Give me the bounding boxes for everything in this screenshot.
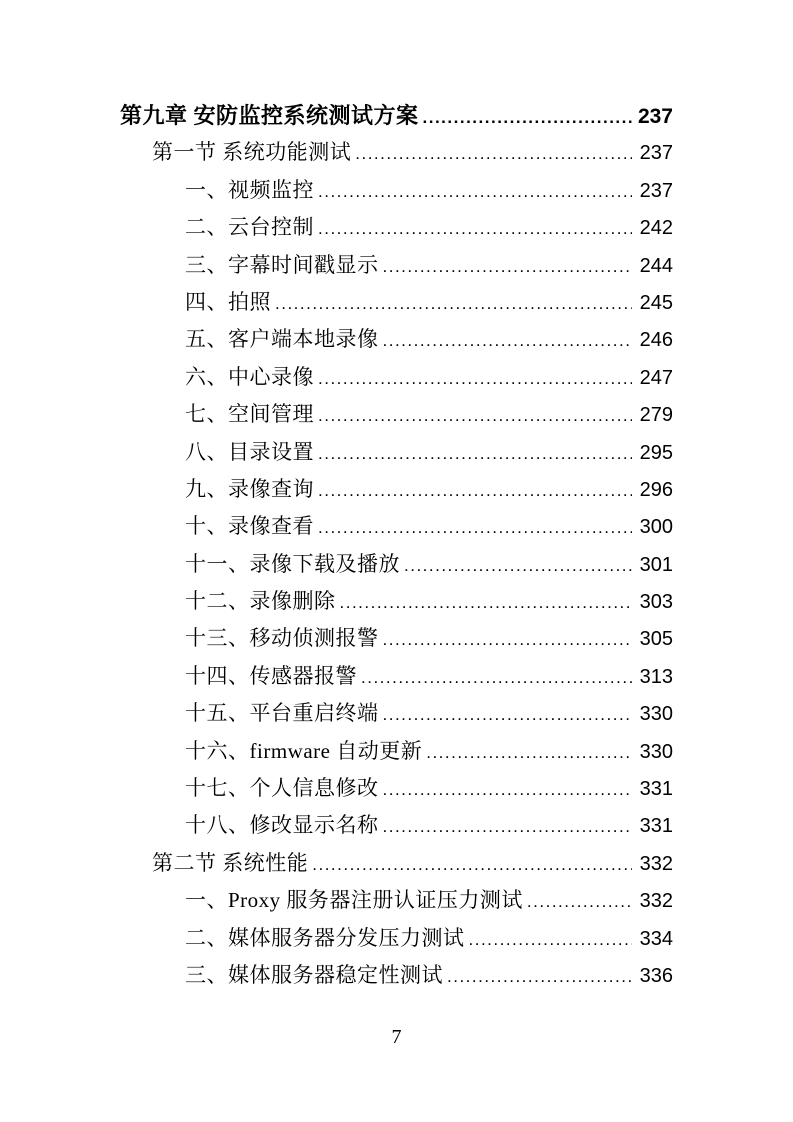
- toc-entry-label: 第九章 安防监控系统测试方案: [120, 103, 419, 128]
- toc-entry-label: 第一节 系统功能测试: [152, 140, 352, 165]
- toc-dot-leader: [383, 808, 633, 845]
- toc-entry-label: 第二节 系统性能: [152, 850, 309, 875]
- toc-entry: [120, 434, 673, 471]
- toc-dot-leader: [340, 584, 633, 621]
- toc-entry-page: 247: [639, 366, 673, 389]
- toc-entry: [120, 658, 673, 695]
- toc-entry-page: 237: [639, 179, 673, 202]
- toc-entry-label: 十七、个人信息修改: [185, 776, 379, 801]
- toc-entry: [120, 882, 673, 919]
- toc-dot-leader: [361, 659, 632, 696]
- page-number: 7: [391, 1026, 402, 1048]
- toc-entry: [120, 172, 673, 209]
- toc-entry: [120, 920, 673, 957]
- toc-entry-label: 十四、传感器报警: [185, 663, 357, 688]
- toc-entry-label: 七、空间管理: [185, 402, 314, 427]
- toc-entry: [120, 733, 673, 770]
- toc-entry: [120, 284, 673, 321]
- toc-dot-leader: [383, 696, 633, 733]
- toc-entry-page: 334: [639, 927, 673, 950]
- toc-entry-label: 三、字幕时间戳显示: [185, 252, 379, 277]
- toc-entry: [120, 770, 673, 807]
- toc-entry-page: 244: [639, 254, 673, 277]
- toc-entry: [120, 508, 673, 545]
- toc-entry-page: 295: [639, 441, 673, 464]
- toc-entry-label: 二、媒体服务器分发压力测试: [185, 925, 465, 950]
- toc-entry: [120, 396, 673, 433]
- toc-entry-label: 一、视频监控: [185, 177, 314, 202]
- toc-entry-page: 332: [639, 852, 673, 875]
- toc-entry-label: 三、媒体服务器稳定性测试: [185, 962, 443, 987]
- toc-entry-page: 279: [639, 404, 673, 427]
- toc-entry-label: 十、录像查看: [185, 514, 314, 539]
- toc-entry-label: 一、Proxy 服务器注册认证压力测试: [185, 888, 523, 913]
- toc-dot-leader: [318, 210, 632, 247]
- toc-dot-leader: [275, 285, 632, 322]
- toc-entry-label: 六、中心录像: [185, 364, 314, 389]
- toc-dot-leader: [423, 99, 632, 136]
- toc-entry-page: 336: [639, 964, 673, 987]
- toc-dot-leader: [426, 734, 632, 771]
- toc-dot-leader: [318, 435, 632, 472]
- table-of-contents: [120, 97, 673, 994]
- toc-entry-label: 十三、移动侦测报警: [185, 626, 379, 651]
- toc-entry-page: 245: [639, 291, 673, 314]
- toc-dot-leader: [318, 472, 632, 509]
- toc-dot-leader: [527, 883, 632, 920]
- toc-entry: [120, 546, 673, 583]
- toc-entry: [120, 97, 673, 134]
- toc-entry-page: 301: [639, 553, 673, 576]
- toc-entry-label: 八、目录设置: [185, 439, 314, 464]
- toc-dot-leader: [469, 921, 633, 958]
- toc-entry-page: 237: [639, 142, 673, 165]
- toc-entry-page: 296: [639, 478, 673, 501]
- toc-entry-label: 四、拍照: [185, 289, 271, 314]
- toc-entry: [120, 209, 673, 246]
- toc-entry-page: 305: [639, 628, 673, 651]
- toc-dot-leader: [383, 771, 633, 808]
- toc-entry-page: 331: [639, 815, 673, 838]
- toc-dot-leader: [355, 135, 632, 172]
- toc-entry: [120, 620, 673, 657]
- toc-entry: [120, 845, 673, 882]
- toc-entry: [120, 471, 673, 508]
- toc-entry: [120, 807, 673, 844]
- toc-dot-leader: [318, 360, 632, 397]
- toc-entry: [120, 321, 673, 358]
- toc-dot-leader: [318, 173, 632, 210]
- toc-entry: [120, 583, 673, 620]
- toc-entry-label: 九、录像查询: [185, 476, 314, 501]
- toc-entry-label: 十五、平台重启终端: [185, 701, 379, 726]
- toc-entry: [120, 359, 673, 396]
- toc-entry-label: 十二、录像删除: [185, 589, 336, 614]
- toc-entry-page: 330: [639, 740, 673, 763]
- toc-entry: [120, 247, 673, 284]
- toc-dot-leader: [383, 621, 633, 658]
- toc-dot-leader: [447, 958, 632, 995]
- toc-entry-page: 332: [639, 890, 673, 913]
- toc-entry-label: 十八、修改显示名称: [185, 813, 379, 838]
- toc-dot-leader: [404, 547, 632, 584]
- toc-entry-label: 十六、firmware 自动更新: [185, 738, 423, 763]
- toc-dot-leader: [383, 322, 633, 359]
- toc-entry: [120, 695, 673, 732]
- toc-entry: [120, 957, 673, 994]
- toc-entry-page: 331: [639, 778, 673, 801]
- toc-dot-leader: [318, 509, 632, 546]
- toc-entry-page: 330: [639, 703, 673, 726]
- toc-entry-label: 五、客户端本地录像: [185, 327, 379, 352]
- toc-entry: [120, 134, 673, 171]
- toc-entry-label: 十一、录像下载及播放: [185, 551, 400, 576]
- toc-dot-leader: [312, 846, 632, 883]
- toc-entry-page: 237: [637, 105, 673, 128]
- toc-entry-page: 313: [639, 665, 673, 688]
- toc-entry-page: 303: [639, 591, 673, 614]
- toc-entry-page: 300: [639, 516, 673, 539]
- toc-entry-page: 246: [639, 329, 673, 352]
- toc-dot-leader: [383, 248, 633, 285]
- toc-dot-leader: [318, 397, 632, 434]
- toc-entry-label: 二、云台控制: [185, 215, 314, 240]
- toc-entry-page: 242: [639, 217, 673, 240]
